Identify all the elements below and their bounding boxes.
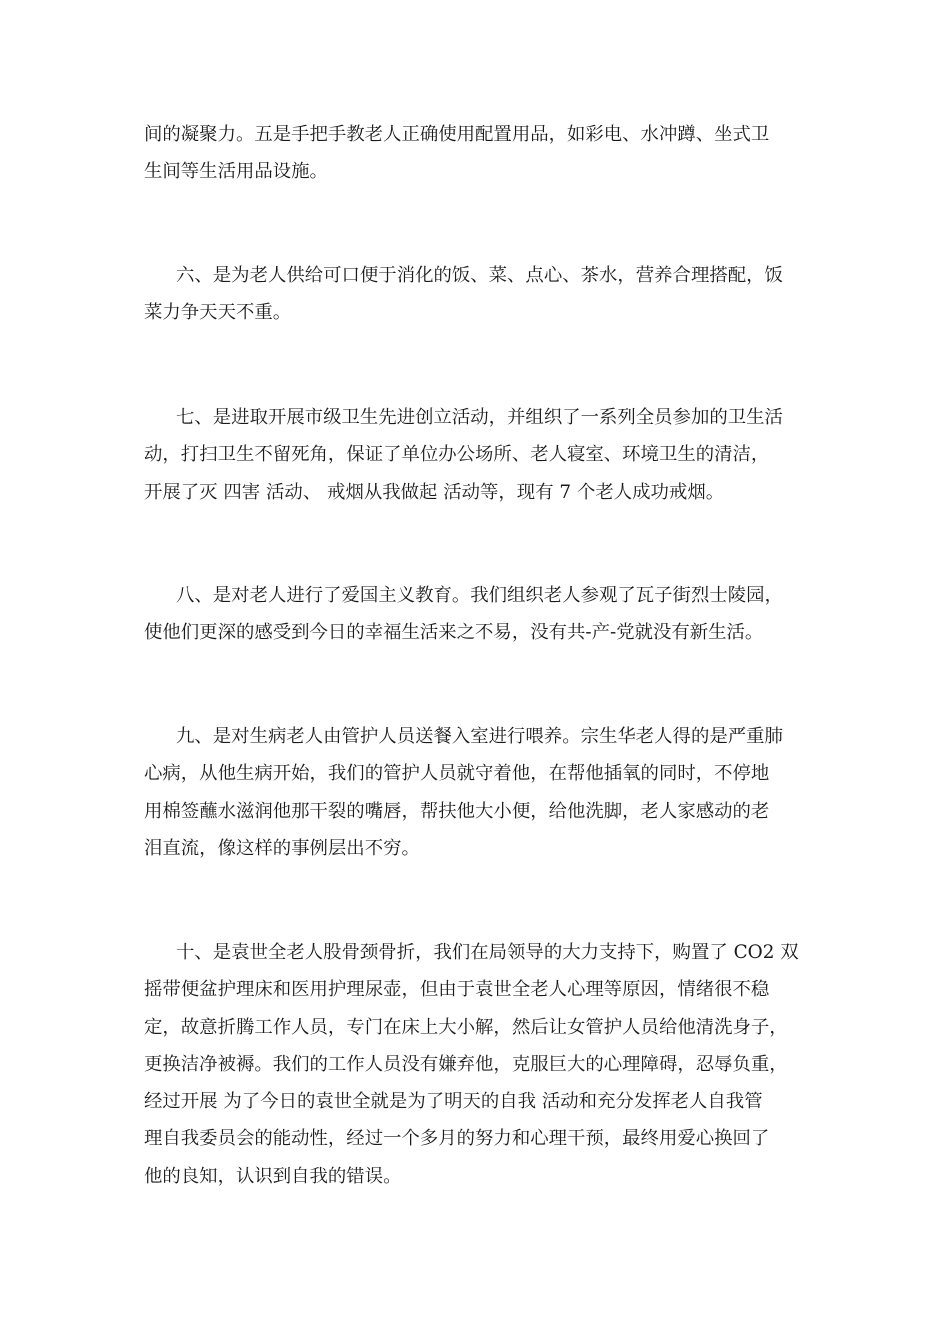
paragraph-9	[144, 718, 814, 867]
text-line: 摇带便盆护理床和医用护理尿壶，但由于袁世全老人心理等原因，情绪很不稳	[144, 979, 770, 1001]
text-line: 六、是为老人供给可口便于消化的饭、菜、点心、茶水，营养合理搭配，饭	[176, 265, 783, 286]
text-line: 理自我委员会的能动性，经过一个多月的努力和心理干预，最终用爱心换回了	[144, 1128, 770, 1150]
text-line: 用棉签蘸水滋润他那干裂的嘴唇，帮扶他大小便，给他洗脚，老人家感动的老	[144, 800, 770, 822]
paragraph-8	[144, 577, 814, 652]
paragraph-5-continued	[144, 116, 814, 191]
text-line: 使他们更深的感受到今日的幸福生活来之不易，没有共-产-党就没有新生活。	[144, 622, 764, 644]
text-line: 间的凝聚力。五是手把手教老人正确使用配置用品，如彩电、水冲蹲、坐式卫	[144, 124, 770, 145]
text-line: 动，打扫卫生不留死角，保证了单位办公场所、老人寝室、环境卫生的清洁，	[144, 444, 770, 466]
text-line: 生间等生活用品设施。	[144, 161, 328, 183]
text-line: 他的良知，认识到自我的错误。	[144, 1165, 402, 1187]
text-line: 开展了灭 四害 活动、 戒烟从我做起 活动等，现有 7 个老人成功戒烟。	[144, 481, 725, 503]
text-line: 八、是对老人进行了爱国主义教育。我们组织老人参观了瓦子街烈士陵园，	[176, 585, 783, 606]
text-line: 七、是进取开展市级卫生先进创立活动，并组织了一系列全员参加的卫生活	[176, 407, 783, 428]
text-line: 定，故意折腾工作人员，专门在床上大小解，然后让女管护人员给他清洗身子，	[144, 1016, 788, 1038]
text-line: 菜力争天天不重。	[144, 302, 292, 324]
text-line: 十、是袁世全老人股骨颈骨折，我们在局领导的大力支持下，购置了 CO2 双	[176, 942, 799, 963]
paragraph-10	[144, 934, 814, 1195]
paragraph-6	[144, 257, 814, 332]
paragraph-7	[144, 399, 814, 511]
text-line: 九、是对生病老人由管护人员送餐入室进行喂养。宗生华老人得的是严重肺	[176, 726, 783, 747]
text-line: 泪直流，像这样的事例层出不穷。	[144, 837, 420, 859]
text-line: 更换洁净被褥。我们的工作人员没有嫌弃他，克服巨大的心理障碍，忍辱负重，	[144, 1053, 788, 1075]
text-line: 心病，从他生病开始，我们的管护人员就守着他，在帮他插氧的同时，不停地	[144, 763, 770, 785]
text-line: 经过开展 为了今日的袁世全就是为了明天的自我 活动和充分发挥老人自我管	[144, 1091, 763, 1113]
